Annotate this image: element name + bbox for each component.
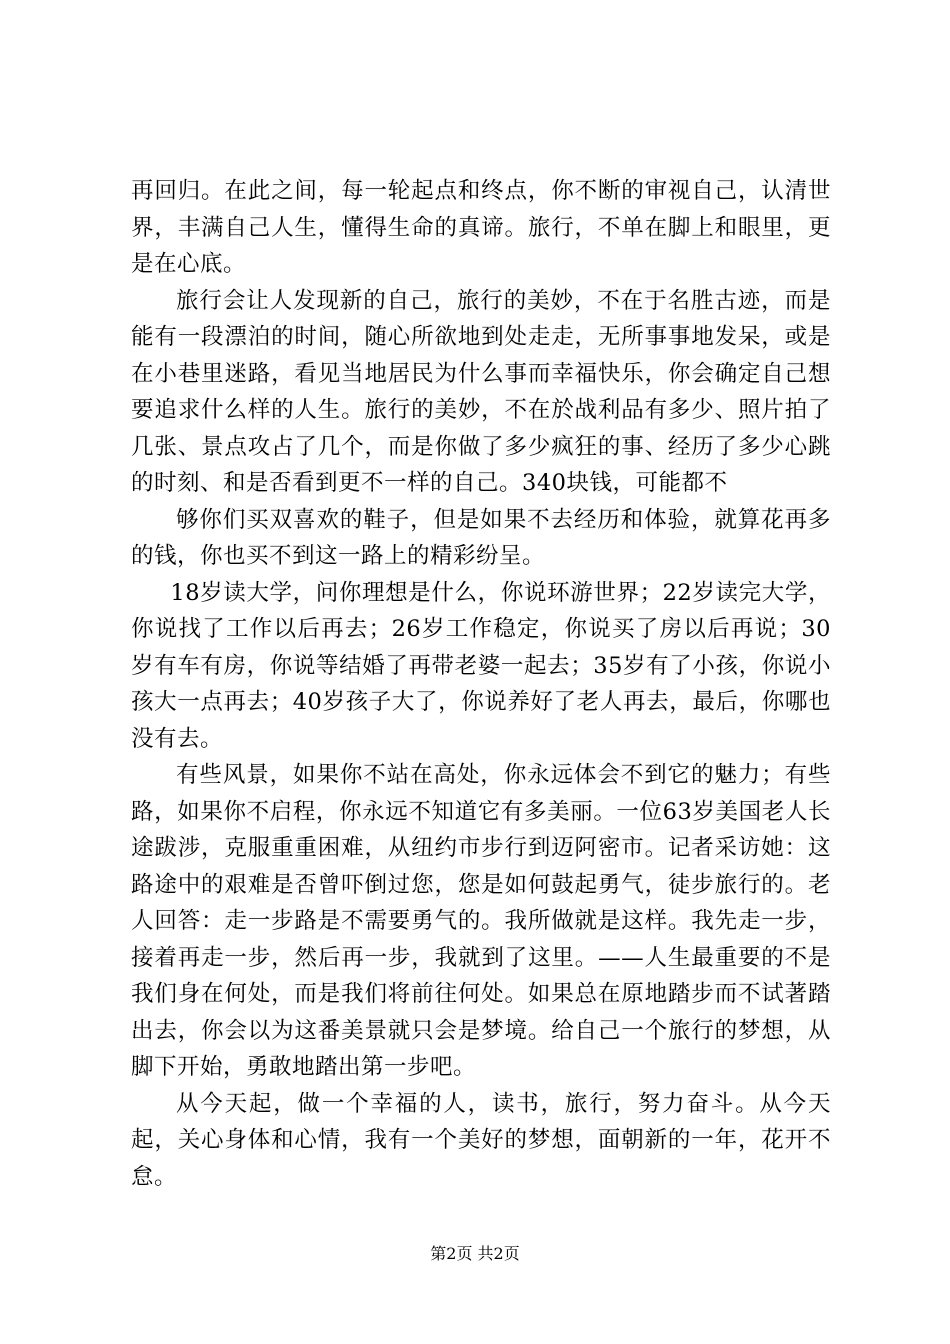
paragraph-3: 够你们买双喜欢的鞋子，但是如果不去经历和体验，就算花再多的钱，你也买不到这一路上的精彩纷呈。: [131, 506, 831, 569]
paragraph-4: 18岁读大学，问你理想是什么，你说环游世界；22岁读完大学，你说找了工作以后再去；26岁工作稳定，你说买了房以后再说；30岁有车有房，你说等结婚了再带老婆一起去；35岁有了小孩，你说小孩大一点再去；40岁孩子大了，你说养好了老人再去，最后，你哪也没有去。: [131, 579, 831, 752]
paragraph-2: 旅行会让人发现新的自己，旅行的美妙，不在于名胜古迹，而是能有一段漂泊的时间，随心所欲地到处走走，无所事事地发呆，或是在小巷里迷路，看见当地居民为什么事而幸福快乐，你会确定自己想要追求什么样的人生。旅行的美妙，不在於战利品有多少、照片拍了几张、景点攻占了几个，而是你做了多少疯狂的事、经历了多少心跳的时刻、和是否看到更不一样的自己。340块钱，可能都不: [131, 287, 831, 496]
paragraph-6: 从今天起，做一个幸福的人，读书，旅行，努力奋斗。从今天起，关心身体和心情，我有一个美好的梦想，面朝新的一年，花开不怠。: [131, 1090, 831, 1190]
paragraph-1: 再回归。在此之间，每一轮起点和终点，你不断的审视自己，认清世界，丰满自己人生，懂得生命的真谛。旅行，不单在脚上和眼里，更是在心底。: [131, 178, 831, 277]
paragraph-5: 有些风景，如果你不站在高处，你永远体会不到它的魅力；有些路，如果你不启程，你永远不知道它有多美丽。一位63岁美国老人长途跋涉，克服重重困难，从纽约市步行到迈阿密市。记者采访她：这路途中的艰难是否曾吓倒过您，您是如何鼓起勇气，徒步旅行的。老人回答：走一步路是不需要勇气的。我所做就是这样。我先走一步，接着再走一步，然后再一步，我就到了这里。——人生最重要的不是我们身在何处，而是我们将前往何处。如果总在原地踏步而不试著踏出去，你会以为这番美景就只会是梦境。给自己一个旅行的梦想，从脚下开始，勇敢地踏出第一步吧。: [131, 762, 831, 1080]
page-footer: [0, 1243, 950, 1265]
page-number-label: 第2页 共2页: [430, 1244, 520, 1263]
body-text: [131, 173, 831, 1195]
